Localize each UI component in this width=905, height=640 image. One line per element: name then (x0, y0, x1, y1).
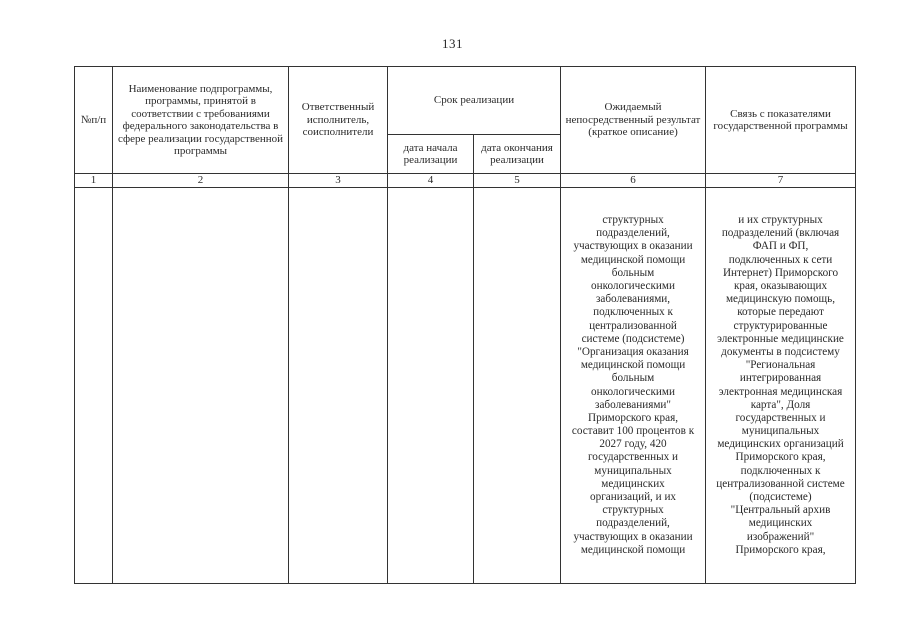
column-number: 3 (289, 174, 388, 188)
text-line: интегрированная (739, 372, 822, 385)
text-line: медицинской помощи (580, 359, 686, 372)
text-line: электронные медицинские (717, 332, 844, 345)
text-line: Приморского края, (588, 411, 679, 424)
cell-expected-result (561, 188, 706, 584)
text-line: участвующих в оказании (573, 240, 693, 253)
header-expected-result: Ожидаемый непосредственный результат (краткое описание) (561, 67, 706, 174)
text-line: медицинских организаций (717, 438, 844, 451)
column-number-row (75, 174, 856, 188)
text-line: подключенных к (740, 464, 821, 477)
text-line: муниципальных (741, 425, 820, 438)
text-line: структурированные (733, 319, 828, 332)
text-line: организаций, и их (590, 491, 677, 503)
column-number: 4 (388, 174, 474, 188)
text-line: 2027 году, 420 (599, 438, 667, 451)
text-line: больным (611, 372, 655, 385)
column-number: 2 (113, 174, 289, 188)
text-line: муниципальных (594, 464, 672, 477)
text-line: края, оказывающих (733, 280, 828, 292)
text-line: изображений" (746, 530, 815, 543)
text-line: системе (подсистеме) (581, 332, 685, 345)
text-line: медицинской помощи (580, 253, 686, 266)
text-line: подразделений (включая (721, 227, 840, 240)
header-subprogram-name: Наименование подпрограммы, программы, принятой в соответствии с требованиями федерального законодательства в сфере реализации государственной программы (113, 67, 289, 174)
text-line: карта", Доля (750, 398, 811, 411)
text-line: "Центральный архив (730, 504, 831, 517)
text-line: структурных (602, 214, 664, 227)
text-line: Приморского края, (735, 451, 826, 464)
expected-result-text (561, 214, 705, 557)
text-line: Интернет) Приморского (722, 266, 839, 279)
cell-indicators-link (706, 188, 856, 584)
text-line: ФАП и ФП, (752, 240, 809, 253)
column-number: 6 (561, 174, 706, 188)
text-line: участвующих в оказании (573, 530, 693, 543)
text-line: заболеваниями" (595, 398, 671, 411)
header-end-date: дата окончания реализации (474, 135, 561, 174)
text-line: подключенных к сети (728, 253, 833, 266)
table-row (75, 188, 856, 584)
text-line: и их структурных (738, 214, 823, 227)
column-number: 1 (75, 174, 113, 188)
text-line: которые передают (737, 306, 824, 319)
column-number: 7 (706, 174, 856, 188)
text-line: подразделений, (596, 227, 670, 240)
text-line: централизованной системе (716, 477, 845, 490)
program-table (74, 66, 856, 584)
cell-end-date (474, 188, 561, 584)
cell-subprogram-name (113, 188, 289, 584)
header-start-date: дата начала реализации (388, 135, 474, 174)
text-line: медицинских (601, 477, 665, 490)
header-responsible: Ответственный исполнитель, соисполнители (289, 67, 388, 174)
text-line: (подсистеме) (749, 491, 812, 503)
text-line: документы в подсистему (721, 345, 840, 358)
header-number: №п/п (75, 67, 113, 174)
text-line: структурных (602, 504, 664, 517)
text-line: составит 100 процентов к (571, 425, 695, 438)
header-indicators-link: Связь с показателями государственной программы (706, 67, 856, 174)
text-line: "Региональная (745, 359, 816, 372)
text-line: государственных и (735, 411, 826, 424)
text-line: больным (611, 266, 655, 279)
cell-responsible (289, 188, 388, 584)
text-line: централизованной (589, 319, 677, 332)
cell-number (75, 188, 113, 584)
page-number: 131 (442, 36, 463, 51)
text-line: электронная медицинская (718, 385, 843, 398)
column-number: 5 (474, 174, 561, 188)
text-line: медицинскую помощь, (725, 293, 836, 306)
header-term-group: Срок реализации (388, 67, 561, 135)
text-line: "Организация оказания (577, 345, 689, 358)
text-line: онкологическими (591, 385, 675, 398)
text-line: Приморского края, (735, 543, 826, 556)
text-line: заболеваниями, (595, 293, 671, 306)
text-line: подключенных к (593, 306, 673, 319)
cell-start-date (388, 188, 474, 584)
text-line: онкологическими (591, 280, 675, 292)
indicators-link-text (706, 214, 855, 557)
text-line: государственных и (587, 451, 679, 464)
text-line: медицинских (748, 517, 813, 530)
text-line: медицинской помощи (580, 543, 686, 556)
text-line: подразделений, (596, 517, 670, 530)
